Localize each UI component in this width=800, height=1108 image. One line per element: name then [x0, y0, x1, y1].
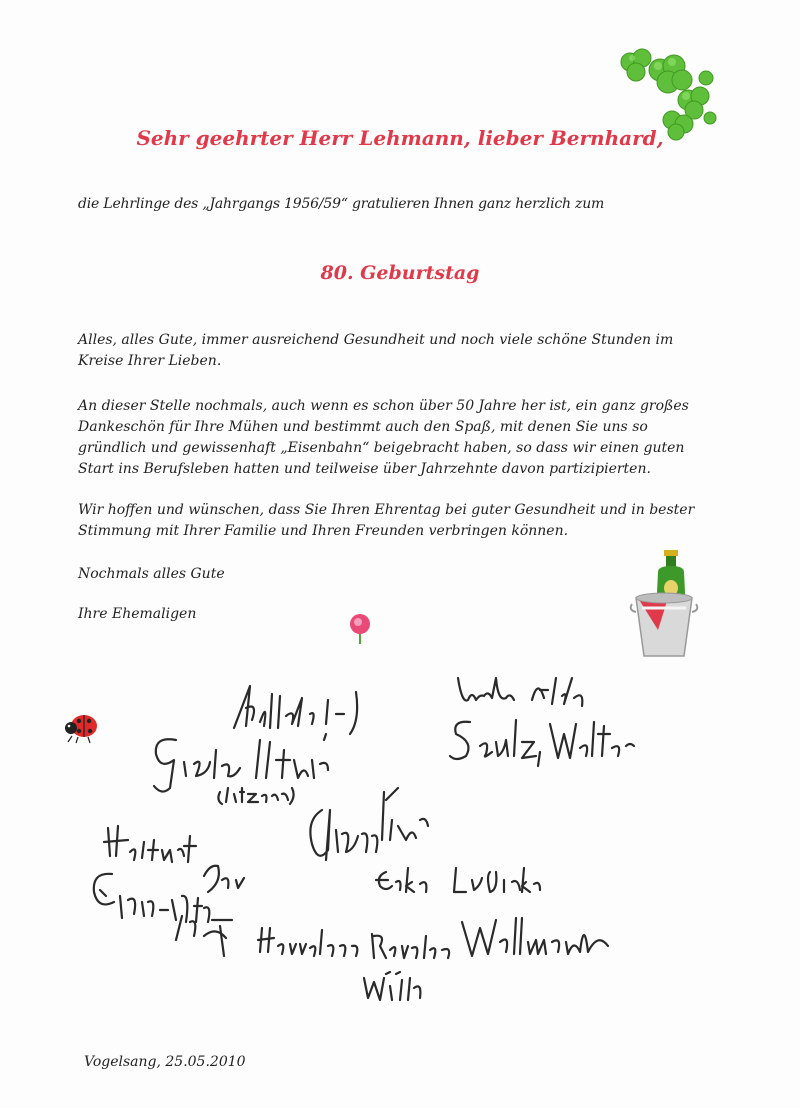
signature-luedicke	[372, 862, 542, 902]
signature-pfeiffer	[86, 866, 246, 956]
rose-bud-icon	[345, 610, 375, 644]
signature-wollmann	[458, 912, 618, 962]
paragraph-thanks: An dieser Stelle nochmals, auch wenn es schon über 50 Jahre her ist, ein ganz großes Dankeschön für Ihre Mühen und bestimmt auch den Spaß, mit denen Sie uns so gründlich und gewissenhaft „Eisenbahn“ beigebracht haben, so dass wir einen guten Start ins Berufsleben hatten und teilweise über Jahrzehnte davon partizipierten.	[78, 398, 689, 477]
closing-line: Nochmals alles Gute	[78, 566, 225, 582]
paragraph-wishes: Alles, alles Gute, immer ausreichend Gesundheit und noch viele schöne Stunden im Kreise Ihrer Lieben.	[78, 332, 674, 369]
paragraph-hopes: Wir hoffen und wünschen, dass Sie Ihren Ehrentag bei guter Gesundheit und in bester Stimmung mit Ihrer Familie und Ihren Freunden verbringen können.	[78, 502, 695, 539]
signature-schulz	[446, 712, 636, 772]
signature-weber	[452, 668, 602, 718]
sender-line: Ihre Ehemaligen	[78, 606, 197, 622]
clover-icon	[610, 48, 720, 138]
intro-line: die Lehrlinge des „Jahrgangs 1956/59“ gratulieren Ihnen ganz herzlich zum	[78, 196, 605, 212]
champagne-bucket-icon	[628, 552, 698, 662]
place-date: Vogelsang, 25.05.2010	[84, 1054, 246, 1070]
occasion-title: 80. Geburtstag	[320, 262, 480, 284]
signature-fischer	[302, 780, 432, 870]
greeting: Sehr geehrter Herr Lehmann, lieber Bernhard,	[136, 126, 664, 150]
ladybug-icon	[62, 710, 102, 744]
signature-renate	[368, 928, 458, 968]
